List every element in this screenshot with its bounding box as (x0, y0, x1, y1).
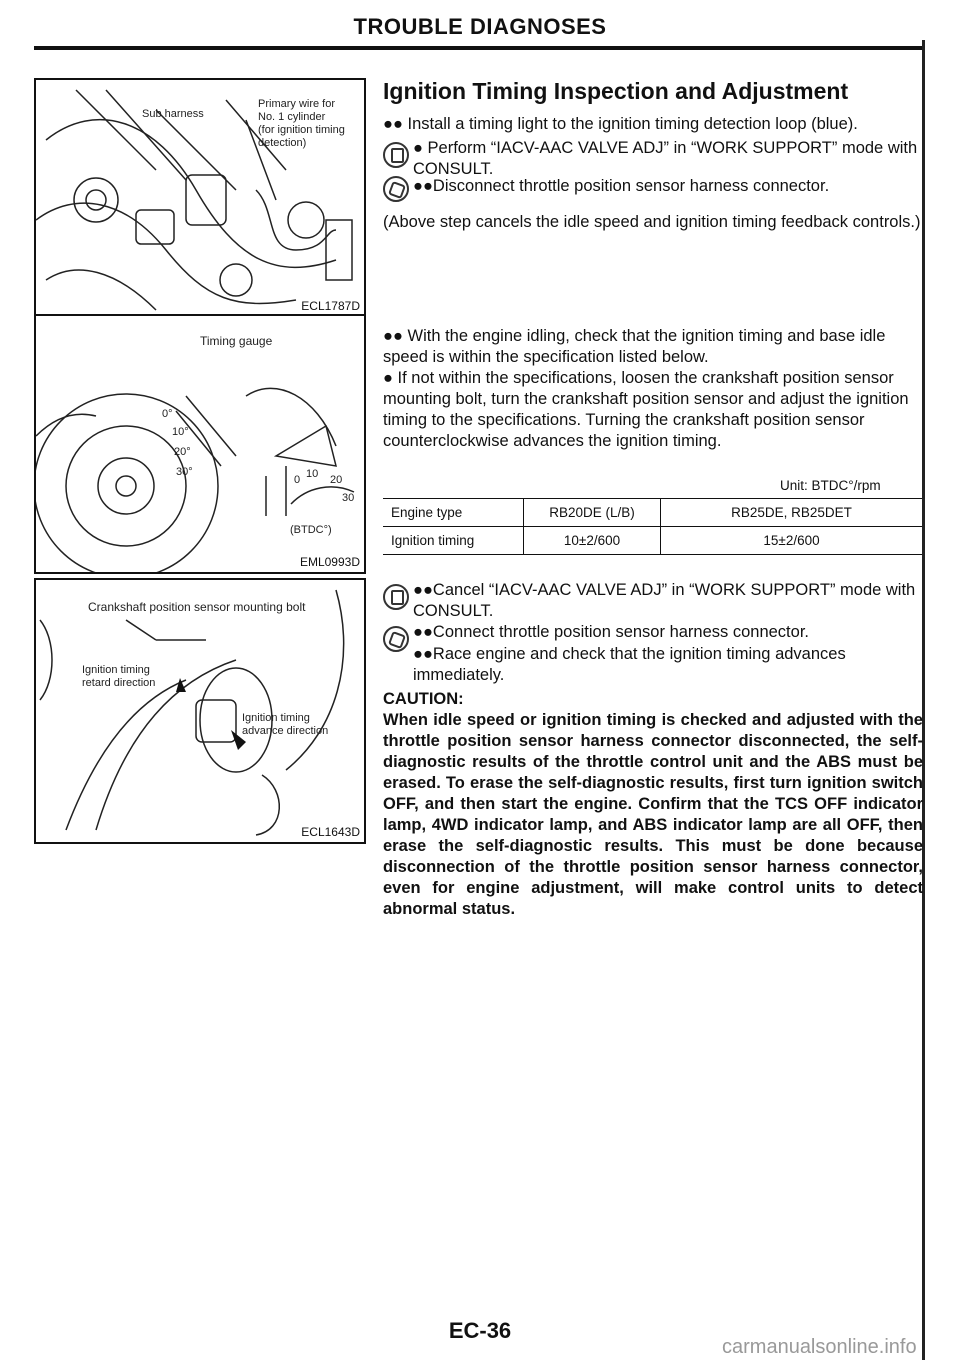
scale-0: 0 (294, 474, 301, 486)
step-cancel-iacv: ●●Cancel “IACV-AAC VALVE ADJ” in “WORK SUPPORT” mode with CONSULT. (413, 581, 916, 620)
scan-edge-bar (922, 40, 925, 1360)
label-btdc: (BTDC°) (290, 524, 332, 536)
figure-crankshaft-sensor (34, 578, 366, 844)
figure-code: ECL1643D (301, 825, 360, 839)
table-row (383, 499, 922, 527)
step-disconnect-tps: ●●Disconnect throttle position sensor harness connector. (413, 177, 830, 195)
scale-10: 10 (306, 468, 319, 480)
step-connect-tps: ●●Connect throttle position sensor harness connector. (413, 623, 809, 641)
label-30-deg: 30° (176, 466, 193, 478)
step-adjust: ● If not within the specifications, loosen the crankshaft position sensor mounting bolt, turn the crankshaft position sensor and adjust the ignition timing to the specifications. Turning the crankshaft position sensor counterclockwise advances the ignition timing. (383, 369, 909, 450)
page-number: EC-36 (448, 1318, 512, 1343)
crankshaft-sensor-illustration (36, 580, 364, 842)
caution-heading: CAUTION: (383, 690, 464, 708)
label-advance-2: advance direction (242, 725, 329, 737)
table-cell: Ignition timing (383, 527, 524, 555)
figure-timing-gauge (34, 314, 366, 574)
label-crankshaft-bolt: Crankshaft position sensor mounting bolt (88, 600, 306, 614)
figure-engine-harness (34, 78, 366, 318)
note-feedback: (Above step cancels the idle speed and ignition timing feedback controls.) (383, 213, 921, 231)
header-rule (34, 46, 924, 50)
figure-code: ECL1787D (301, 299, 360, 313)
step-race-engine: ●●Race engine and check that the ignition timing advances immediately. (413, 645, 846, 684)
label-no1-cylinder: No. 1 cylinder (258, 111, 326, 123)
step-check-idle: ●● With the engine idling, check that the ignition timing and base idle speed is within the specification listed below. (383, 327, 886, 366)
hand-tool-icon (383, 176, 409, 202)
step-install-timing-light: ●● Install a timing light to the ignition timing detection loop (blue). (383, 115, 858, 133)
label-retard-2: retard direction (82, 677, 156, 689)
label-sub-harness: Sub harness (142, 108, 204, 120)
label-primary-wire: Primary wire for (258, 98, 336, 110)
caution-body: When idle speed or ignition timing is checked and adjusted with the throttle position sensor harness connector disconnected, the self-diagnostic results of the throttle control unit and the ABS must be erased. To erase the self-diagnostic results, first turn ignition switch OFF, and then start the engine. Confirm that the TCS OFF indicator lamp, 4WD indicator lamp, and ABS indicator lamp are all OFF, then erase the self-diagnostic results. This must be done because disconnection of the throttle position sensor harness connector, even for engine adjustment, will make control units to detect abnormal status. (383, 711, 923, 918)
table-cell: 10±2/600 (524, 527, 661, 555)
watermark-text: carmanualsonline.info (722, 1336, 917, 1358)
table-cell: RB20DE (L/B) (524, 499, 661, 527)
step-perform-iacv: ● Perform “IACV-AAC VALVE ADJ” in “WORK SUPPORT” mode with CONSULT. (413, 139, 918, 178)
page-header-title: TROUBLE DIAGNOSES (353, 14, 607, 39)
spec-table (383, 498, 922, 555)
label-10-deg: 10° (172, 426, 189, 438)
label-detection: detection) (258, 137, 307, 149)
scale-20: 20 (330, 474, 343, 486)
table-row (383, 527, 922, 555)
table-cell: Engine type (383, 499, 524, 527)
hand-tool-icon (383, 626, 409, 652)
consult-tool-icon (383, 142, 409, 168)
scale-30: 30 (342, 492, 355, 504)
unit-label: Unit: BTDC°/rpm (780, 478, 881, 493)
label-timing-gauge: Timing gauge (200, 334, 273, 348)
label-20-deg: 20° (174, 446, 191, 458)
section-title: Ignition Timing Inspection and Adjustment (383, 78, 849, 104)
table-cell: RB25DE, RB25DET (661, 499, 923, 527)
table-cell: 15±2/600 (661, 527, 923, 555)
label-retard-1: Ignition timing (82, 664, 150, 676)
consult-tool-icon (383, 584, 409, 610)
label-for-ignition: (for ignition timing (258, 124, 345, 136)
label-advance-1: Ignition timing (242, 712, 310, 724)
figure-code: EML0993D (299, 555, 360, 569)
label-0-deg: 0° (162, 408, 173, 420)
